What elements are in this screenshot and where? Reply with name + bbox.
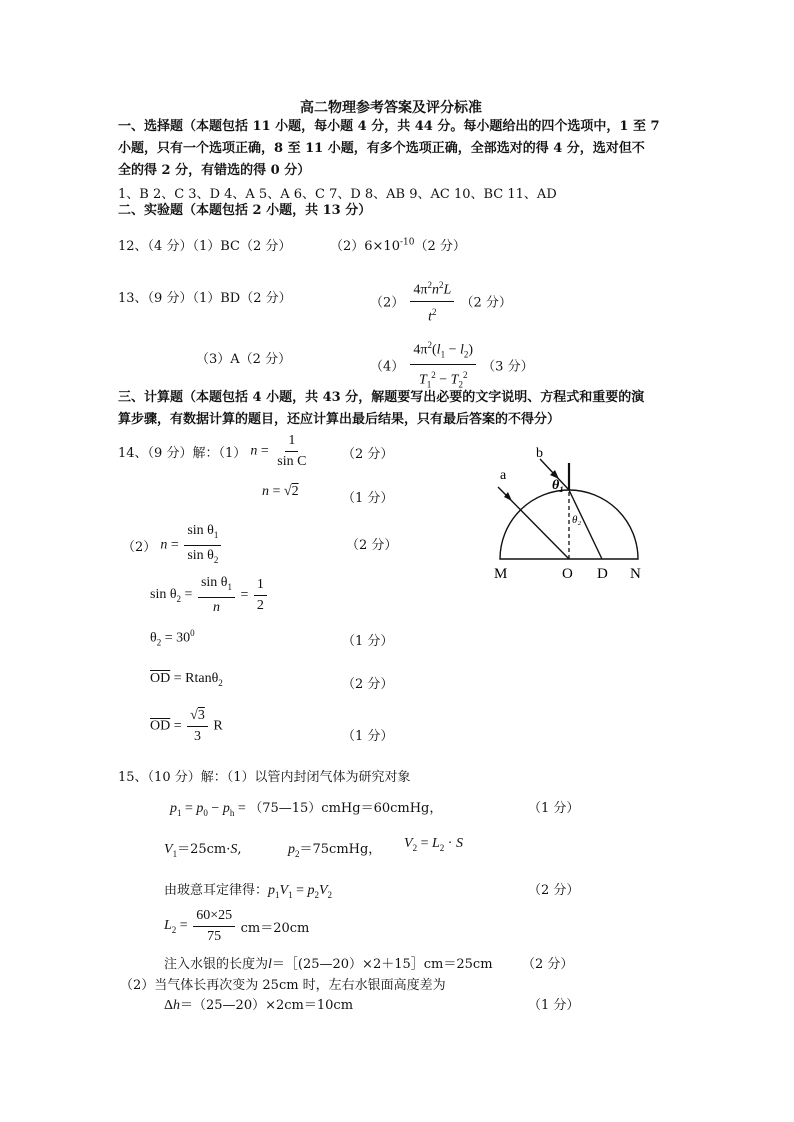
q15-part2: （2）当气体长再次变为 25cm 时，左右水银面高度差为 bbox=[120, 978, 446, 993]
q13-part1: 13、（9 分）（1）BD（2 分） bbox=[118, 291, 292, 306]
q15-eq-p1: $p_1 = p_0 - p_h$ = （75—15）cmHg＝60cmHg， bbox=[170, 801, 443, 818]
q15-pts1: （1 分） bbox=[528, 801, 580, 816]
q15-intro: 15、（10 分）解：（1）以管内封闭气体为研究对象 bbox=[118, 770, 411, 785]
q15-eq-p2: $p_2=75cmHg$， bbox=[288, 842, 382, 859]
section1-header-line2: 小题，只有一个选项正确，8 至 11 小题，有多个选项正确，全部选对的得 4 分，选对但不 bbox=[118, 141, 645, 156]
q12-part2: $(2)6\times 10^{-10}(2$ 分） bbox=[330, 237, 466, 254]
q15-boyle: 由玻意耳定律得：$p_1V_1 = p_2V_2$ bbox=[164, 883, 333, 900]
label-a: a bbox=[500, 468, 507, 483]
q14-eq-od-result: $\overline{OD}$ = $\frac{√3}{3}$ R bbox=[150, 708, 223, 744]
q14-pts6: （1 分） bbox=[342, 729, 394, 744]
q14-eq-theta: $\theta_2 = 30^0$ bbox=[150, 628, 195, 648]
q15-pts2: （2 分） bbox=[528, 883, 580, 898]
page-title: 高二物理参考答案及评分标准 bbox=[300, 100, 482, 116]
label-D: D bbox=[597, 566, 608, 582]
label-theta1: θ₁ bbox=[552, 478, 565, 493]
q14-eq-n: n = √2 bbox=[262, 484, 299, 499]
q15-eq-v1: $V_1=25cm\cdot S$, bbox=[164, 842, 242, 859]
q14-eq-sin: $\sin \theta_2$ = $\frac{\sin \theta_1}{n}$ = $\frac{1}{2}$ bbox=[150, 574, 269, 617]
q13-formula-4: $\frac{4\pi^2(l_1 - l_2)}{T_1^2 - T_2^2}$ bbox=[410, 336, 476, 394]
q12-part1: 12、（4 分）（1）BC（2 分） bbox=[118, 239, 292, 254]
q15-eq-dh: Δh＝（25—20）×2cm＝10cm bbox=[164, 998, 354, 1013]
mc-answers: 1、B 2、C 3、D 4、A 5、A 6、C 7、D 8、AB 9、AC 10、BC 11、AD bbox=[118, 187, 557, 202]
q13-formula-2: $\frac{4\pi^2n^2L}{t^2}$ bbox=[410, 276, 454, 326]
q14-pts4: （1 分） bbox=[342, 634, 394, 649]
q14-pts3: （2 分） bbox=[346, 538, 398, 553]
q15-pts4: （1 分） bbox=[528, 998, 580, 1013]
q15-eq-l2: $L_2$ = $\frac{60\times 25}{75}$ cm＝20cm bbox=[164, 908, 310, 944]
q14-pts5: （2 分） bbox=[342, 677, 394, 692]
q15-eq-v2: $V_2 = L_2 \cdot S$ bbox=[404, 836, 463, 853]
refraction-diagram bbox=[488, 445, 663, 585]
section1-header-line1: 一、选择题（本题包括 11 小题，每小题 4 分，共 44 分。每小题给出的四个选项中，1 至 7 bbox=[118, 119, 660, 134]
q14-pts2: （1 分） bbox=[342, 491, 394, 506]
label-N: N bbox=[630, 566, 641, 582]
q15-mercury: 注入水银的长度为l＝［(25—20）×2＋15］cm＝25cm bbox=[164, 957, 493, 972]
section2-header: 二、实验题（本题包括 2 小题，共 13 分） bbox=[118, 203, 372, 218]
label-O: O bbox=[562, 566, 573, 582]
q13-part4: （4） $\frac{4\pi^2(l_1 - l_2)}{T_1^2 - T_2^2}$ （3 分） bbox=[370, 336, 534, 394]
q14-pts1: （2 分） bbox=[342, 447, 394, 462]
q13-part2: （2） $\frac{4\pi^2n^2L}{t^2}$ （2 分） bbox=[370, 276, 512, 326]
q14-line1: 14、（9 分）解：（1） n = $\frac{1}{\text{sin C}}$ bbox=[118, 433, 307, 469]
label-M: M bbox=[494, 566, 508, 582]
q14-line-snell: （2） n = $\frac{\sin \theta_1}{\sin \theta_2}$ bbox=[122, 522, 223, 569]
q13-part3: （3）A（2 分） bbox=[196, 352, 292, 367]
q14-eq-od: $\overline{OD} = Rtan\theta_2$ bbox=[150, 671, 223, 688]
section1-header-line3: 全的得 2 分，有错选的得 0 分） bbox=[118, 163, 311, 178]
label-b: b bbox=[536, 446, 543, 461]
label-theta2: θ₂ bbox=[572, 514, 582, 526]
q15-pts3: （2 分） bbox=[522, 957, 574, 972]
section3-header-line2: 算步骤，有数据计算的题目，还应计算出最后结果，只有最后答案的不得分） bbox=[118, 412, 561, 427]
section3-header-line1: 三、计算题（本题包括 4 小题，共 43 分，解题要写出必要的文字说明、方程式和重要的演 bbox=[118, 390, 645, 405]
